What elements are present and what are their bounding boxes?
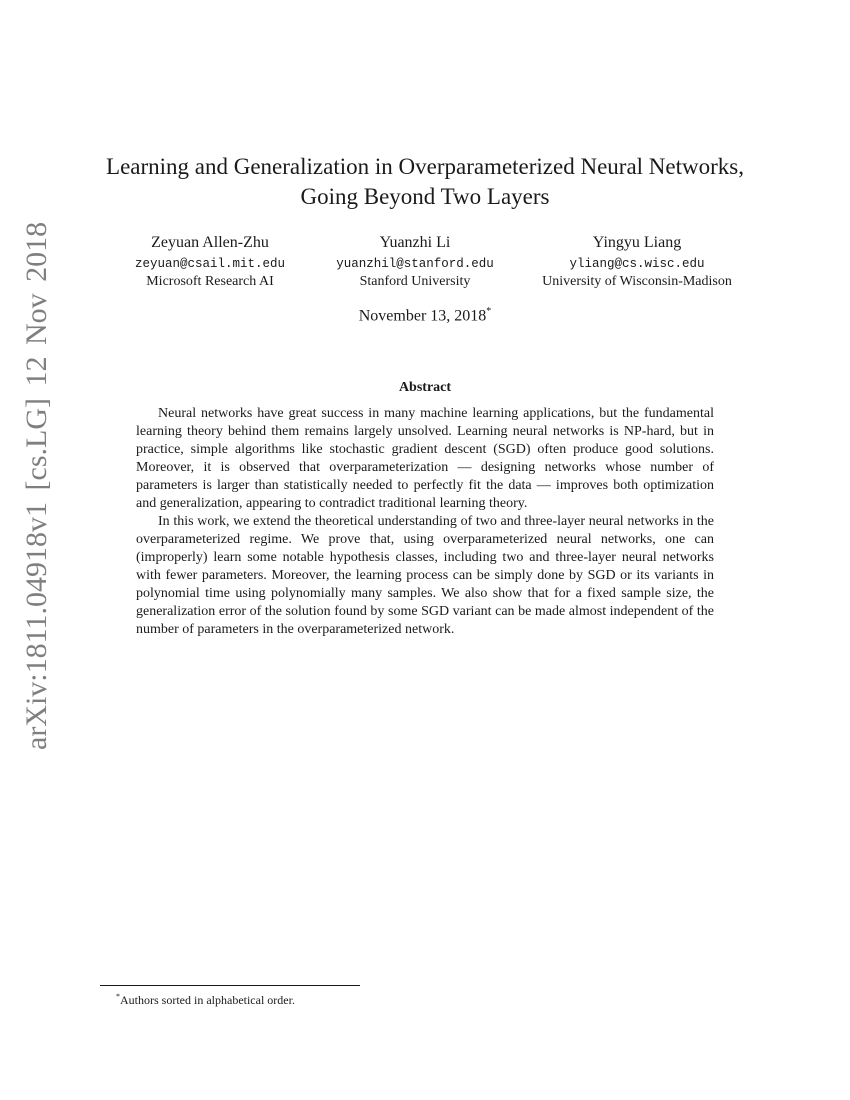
abstract-paragraph: Neural networks have great success in many machine learning applications, but the fundamental learning theory behind them remains largely unsolved. Learning neural networks is NP-hard, but in practice, simple algorithms like stochastic gradient descent (SGD) often produce good solutions. Moreover, it is observed that overparameterization — designing networks whose number of parameters is larger than statistically needed to perfectly fit the data — improves both optimization and generalization, appearing to contradict traditional learning theory. <box>136 406 714 511</box>
footnote-mark: * <box>116 992 120 1001</box>
author-name: Zeyuan Allen-Zhu <box>151 234 269 251</box>
author-affiliation: Microsoft Research AI <box>146 274 274 289</box>
author-name: Yingyu Liang <box>592 234 682 251</box>
author-block <box>527 233 747 291</box>
author-affiliation: Stanford University <box>359 274 471 289</box>
date-footnote-mark: * <box>486 306 492 317</box>
publication-date <box>300 306 550 325</box>
footnote <box>116 990 295 1007</box>
abstract-body <box>136 405 714 639</box>
arxiv-identifier: arXiv:1811.04918v1 [cs.LG] 12 Nov 2018 <box>20 221 53 750</box>
author-name: Yuanzhi Li <box>379 234 451 251</box>
author-affiliation: University of Wisconsin-Madison <box>542 274 732 289</box>
author-email[interactable]: zeyuan@csail.mit.edu <box>134 257 286 271</box>
date-text: November 13, 2018 <box>358 307 487 325</box>
footnote-divider <box>100 985 360 986</box>
footnote-text: Authors sorted in alphabetical order. <box>120 993 295 1007</box>
author-block <box>305 233 525 291</box>
author-block <box>100 233 320 291</box>
author-email[interactable]: yliang@cs.wisc.edu <box>569 257 705 271</box>
abstract-heading: Abstract <box>398 380 452 395</box>
abstract-paragraph: In this work, we extend the theoretical understanding of two and three-layer neural networks in the overparameterized regime. We prove that, using overparameterized neural networks, one can (improperly) learn some notable hypothesis classes, including two and three-layer neural networks with fewer parameters. Moreover, the learning process can be simply done by SGD or its variants in polynomial time using polynomially many samples. We also show that for a fixed sample size, the generalization error of the solution found by some SGD variant can be made almost independent of the number of parameters in the overparameterized network. <box>136 514 714 637</box>
author-email[interactable]: yuanzhil@stanford.edu <box>336 257 494 271</box>
paper-title: Learning and Generalization in Overparameterized Neural Networks, Going Beyond Two Layers <box>106 154 744 209</box>
